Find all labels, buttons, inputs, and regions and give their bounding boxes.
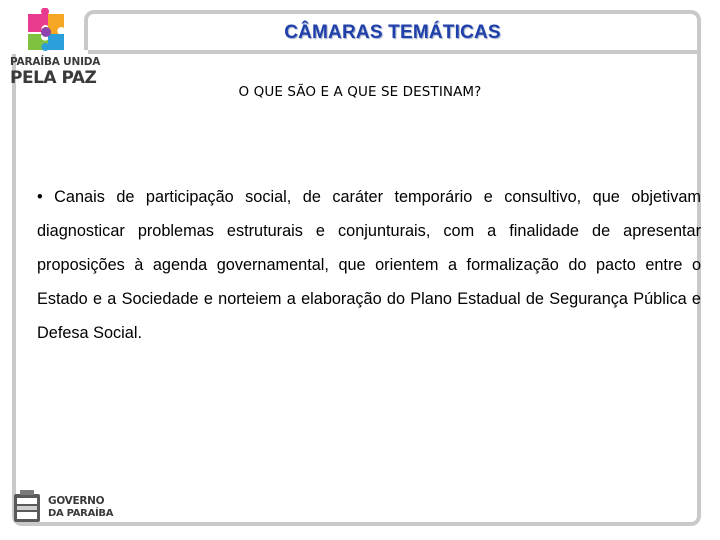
body-paragraph: • Canais de participação social, de caráter temporário e consultivo, que objetivam diagnosticar problemas estruturais e conjunturais, com a finalidade de apresentar proposições à agenda governamental, que orientem a formalização do pacto entre o Estado e a Sociedade e norteiem a elaboração do Plano Estadual de Segurança Pública e Defesa Social. <box>37 188 701 342</box>
header <box>84 14 701 52</box>
logo-text-line1: PARAÍBA UNIDA <box>10 56 101 68</box>
gov-text-line1: GOVERNO <box>48 495 105 507</box>
slide-title: CÂMARAS TEMÁTICAS <box>284 22 501 43</box>
puzzle-icon <box>22 8 70 56</box>
state-emblem-icon <box>12 490 42 524</box>
gov-text-line2: DA PARAÍBA <box>48 508 114 519</box>
logo-text-line2: PELA PAZ <box>10 68 97 88</box>
governo-da-paraiba-logo <box>12 490 114 524</box>
section-subtitle: O QUE SÃO E A QUE SE DESTINAM? <box>238 84 482 100</box>
paraiba-unida-pela-paz-logo <box>10 6 101 90</box>
